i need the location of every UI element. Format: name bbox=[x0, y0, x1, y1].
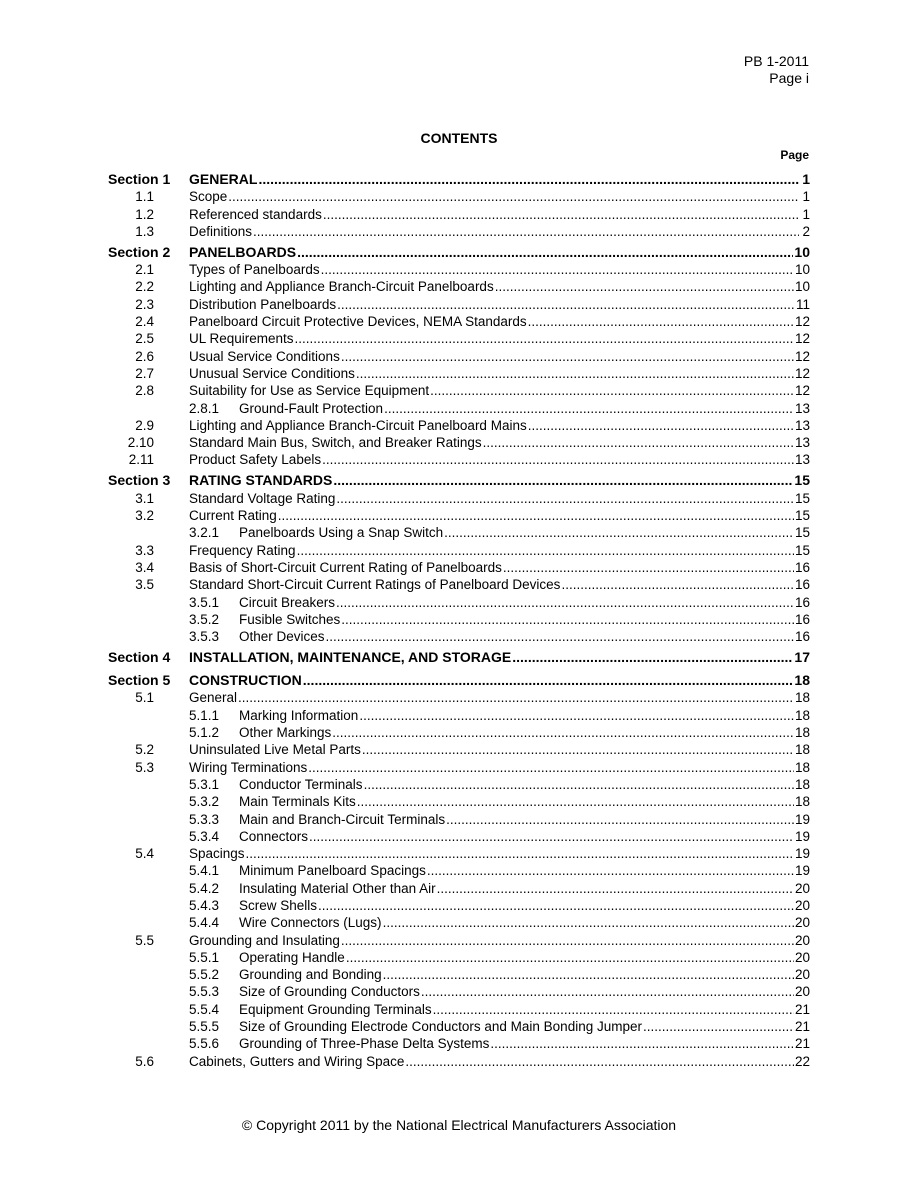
toc-entry[interactable] bbox=[108, 775, 810, 792]
toc-entry-number: 2.8 bbox=[135, 383, 154, 399]
toc-entry-title: Standard Short-Circuit Current Ratings of Panelboard Devices bbox=[189, 577, 561, 593]
toc-entry-number: 5.3.1 bbox=[189, 776, 220, 792]
toc-entry-number: 3.5.3 bbox=[189, 629, 220, 645]
dot-leader bbox=[321, 262, 794, 277]
toc-entry-title: Uninsulated Live Metal Parts bbox=[189, 742, 361, 758]
toc-entry-page: 20 bbox=[794, 932, 810, 948]
dot-leader bbox=[444, 525, 794, 540]
toc-entry-title: Size of Grounding Electrode Conductors and Main Bonding Jumper bbox=[239, 1019, 642, 1035]
toc-entry-page: 12 bbox=[794, 383, 810, 399]
toc-entry-number: 2.2 bbox=[135, 279, 154, 295]
toc-entry-page: 19 bbox=[794, 811, 810, 827]
dot-leader bbox=[383, 915, 794, 930]
toc-entry-page: 18 bbox=[794, 794, 810, 810]
toc-section-entry[interactable] bbox=[108, 645, 810, 665]
toc-section-entry[interactable] bbox=[108, 167, 810, 187]
dot-leader bbox=[383, 967, 794, 982]
toc-entry-number: 1.2 bbox=[135, 206, 154, 222]
toc-entry-number: 5.1.2 bbox=[189, 725, 220, 741]
toc-entry-number: 5.5.2 bbox=[189, 967, 220, 983]
toc-entry-page: 2 bbox=[802, 223, 810, 239]
toc-entry-number: 5.4.4 bbox=[189, 915, 220, 931]
toc-entry-title: Unusual Service Conditions bbox=[189, 365, 355, 381]
toc-entry-title: Equipment Grounding Terminals bbox=[239, 1001, 432, 1017]
toc-entry[interactable] bbox=[108, 364, 810, 381]
toc-entry-number: 2.9 bbox=[135, 417, 154, 433]
toc-entry[interactable] bbox=[108, 329, 810, 346]
toc-entry[interactable] bbox=[108, 540, 810, 557]
toc-entry-title: Distribution Panelboards bbox=[189, 296, 337, 312]
dot-leader bbox=[326, 629, 794, 644]
toc-entry[interactable] bbox=[108, 688, 810, 705]
dot-leader bbox=[336, 595, 794, 610]
toc-entry-page: 17 bbox=[794, 649, 810, 666]
toc-entry-title: Marking Information bbox=[239, 707, 359, 723]
toc-entry-number: 2.3 bbox=[135, 296, 154, 312]
toc-entry-title: Suitability for Use as Service Equipment bbox=[189, 383, 430, 399]
toc-section-entry[interactable] bbox=[108, 668, 810, 688]
toc-entry-page: 21 bbox=[794, 1001, 810, 1017]
toc-entry-page: 18 bbox=[794, 707, 810, 723]
toc-entry-page: 21 bbox=[794, 1019, 810, 1035]
toc-entry-number: 3.4 bbox=[135, 559, 154, 575]
toc-entry-title: Ground-Fault Protection bbox=[239, 400, 384, 416]
toc-entry[interactable] bbox=[108, 844, 810, 861]
toc-entry-page: 20 bbox=[794, 984, 810, 1000]
toc-entry[interactable] bbox=[108, 723, 810, 740]
toc-entry-page: 15 bbox=[794, 542, 810, 558]
toc-entry-title: Product Safety Labels bbox=[189, 452, 322, 468]
dot-leader bbox=[643, 1019, 794, 1034]
toc-entry[interactable] bbox=[108, 999, 810, 1016]
toc-entry[interactable] bbox=[108, 965, 810, 982]
toc-entry-number: 5.2 bbox=[135, 742, 154, 758]
copyright-footer: © Copyright 2011 by the National Electrical Manufacturers Association bbox=[241, 1117, 677, 1133]
toc-entry[interactable] bbox=[108, 523, 810, 540]
toc-entry-page: 13 bbox=[794, 452, 810, 468]
toc-entry-number: 1.3 bbox=[135, 223, 154, 239]
toc-entry-number: 2.4 bbox=[135, 314, 154, 330]
toc-entry-title: Screw Shells bbox=[239, 897, 318, 913]
toc-entry-title: Operating Handle bbox=[239, 949, 345, 965]
toc-entry[interactable] bbox=[108, 740, 810, 757]
toc-entry[interactable] bbox=[108, 575, 810, 592]
toc-entry-title: INSTALLATION, MAINTENANCE, AND STORAGE bbox=[189, 649, 512, 666]
toc-entry-number: 5.5.4 bbox=[189, 1001, 220, 1017]
toc-entry-title: Basis of Short-Circuit Current Rating of Panelboards bbox=[189, 559, 502, 575]
toc-entry-number: 3.1 bbox=[135, 490, 154, 506]
toc-entry-page: 18 bbox=[794, 776, 810, 792]
page-header bbox=[744, 53, 809, 87]
toc-entry-number: 5.1 bbox=[135, 690, 154, 706]
toc-entry-title: CONSTRUCTION bbox=[189, 672, 302, 689]
toc-entry-number: 5.4.2 bbox=[189, 880, 220, 896]
dot-leader bbox=[405, 1054, 794, 1069]
toc-entry-title: Cabinets, Gutters and Wiring Space bbox=[189, 1053, 405, 1069]
dot-leader bbox=[309, 829, 794, 844]
toc-entry-page: 1 bbox=[802, 171, 810, 187]
toc-entry-title: Connectors bbox=[239, 828, 309, 844]
toc-entry-page: 1 bbox=[802, 206, 810, 222]
toc-entry-title: Panelboards Using a Snap Switch bbox=[239, 525, 444, 541]
toc-entry-title: Circuit Breakers bbox=[239, 594, 336, 610]
dot-leader bbox=[495, 279, 794, 294]
toc-entry-page: 18 bbox=[794, 759, 810, 775]
toc-entry[interactable] bbox=[108, 827, 810, 844]
toc-entry[interactable] bbox=[108, 450, 810, 467]
toc-entry-title: Standard Voltage Rating bbox=[189, 490, 336, 506]
toc-entry[interactable] bbox=[108, 948, 810, 965]
dot-leader bbox=[483, 435, 794, 450]
toc-entry[interactable] bbox=[108, 187, 810, 204]
toc-entry[interactable] bbox=[108, 982, 810, 999]
dot-leader bbox=[303, 672, 794, 688]
toc-entry[interactable] bbox=[108, 381, 810, 398]
toc-entry-number: 5.3.4 bbox=[189, 828, 220, 844]
toc-entry-title: RATING STANDARDS bbox=[189, 472, 333, 489]
toc-entry-number: 5.4.3 bbox=[189, 897, 220, 913]
toc-entry-number: Section 5 bbox=[108, 672, 171, 689]
toc-entry-number: 5.6 bbox=[135, 1053, 154, 1069]
toc-entry-page: 12 bbox=[794, 331, 810, 347]
table-of-contents bbox=[108, 166, 810, 1069]
toc-entry-number: 5.4 bbox=[135, 846, 154, 862]
toc-entry-page: 18 bbox=[794, 725, 810, 741]
toc-entry-title: Grounding and Bonding bbox=[239, 967, 382, 983]
toc-entry[interactable] bbox=[108, 260, 810, 277]
dot-leader bbox=[364, 777, 794, 792]
toc-entry-title: Lighting and Appliance Branch-Circuit Panelboard Mains bbox=[189, 417, 527, 433]
toc-entry-title: Main and Branch-Circuit Terminals bbox=[239, 811, 446, 827]
toc-entry-title: Lighting and Appliance Branch-Circuit Panelboards bbox=[189, 279, 494, 295]
toc-entry[interactable] bbox=[108, 433, 810, 450]
dot-leader bbox=[446, 812, 794, 827]
dot-leader bbox=[346, 950, 794, 965]
toc-entry-number: 1.1 bbox=[135, 189, 154, 205]
dot-leader bbox=[228, 189, 799, 204]
toc-entry[interactable] bbox=[108, 809, 810, 826]
toc-entry[interactable] bbox=[108, 610, 810, 627]
toc-entry-number: 5.3.2 bbox=[189, 794, 220, 810]
toc-entry[interactable] bbox=[108, 592, 810, 609]
dot-leader bbox=[295, 331, 794, 346]
toc-entry[interactable] bbox=[108, 222, 810, 239]
toc-entry-number: 5.5.3 bbox=[189, 984, 220, 1000]
toc-entry-page: 20 bbox=[794, 915, 810, 931]
toc-entry-number: 2.6 bbox=[135, 348, 154, 364]
toc-entry-page: 13 bbox=[794, 435, 810, 451]
toc-entry-title: Standard Main Bus, Switch, and Breaker Ratings bbox=[189, 435, 482, 451]
toc-entry-page: 11 bbox=[795, 296, 810, 312]
toc-entry-number: 5.5 bbox=[135, 932, 154, 948]
toc-entry-page: 18 bbox=[794, 742, 810, 758]
toc-entry-page: 20 bbox=[794, 880, 810, 896]
toc-entry-page: 10 bbox=[794, 243, 810, 260]
toc-entry-title: Grounding of Three-Phase Delta Systems bbox=[239, 1036, 490, 1052]
toc-entry-page: 20 bbox=[794, 897, 810, 913]
dot-leader bbox=[512, 649, 793, 665]
toc-entry[interactable] bbox=[108, 627, 810, 644]
contents-title: CONTENTS bbox=[420, 130, 498, 146]
dot-leader bbox=[357, 794, 794, 809]
toc-entry-page: 19 bbox=[794, 828, 810, 844]
document-id: PB 1-2011 bbox=[743, 53, 809, 69]
toc-entry-number: 3.3 bbox=[135, 542, 154, 558]
toc-entry-page: 15 bbox=[794, 490, 810, 506]
dot-leader bbox=[341, 612, 794, 627]
toc-entry[interactable] bbox=[108, 277, 810, 294]
toc-entry-page: 20 bbox=[794, 967, 810, 983]
toc-entry-page: 10 bbox=[794, 279, 810, 295]
toc-entry-title: Grounding and Insulating bbox=[189, 932, 340, 948]
dot-leader bbox=[318, 898, 794, 913]
dot-leader bbox=[333, 472, 793, 488]
dot-leader bbox=[503, 560, 794, 575]
toc-entry-page: 21 bbox=[794, 1036, 810, 1052]
dot-leader bbox=[308, 760, 794, 775]
toc-entry-page: 1 bbox=[802, 189, 810, 205]
toc-entry-page: 15 bbox=[794, 472, 810, 489]
toc-entry-number: 2.8.1 bbox=[189, 400, 220, 416]
toc-entry[interactable] bbox=[108, 488, 810, 505]
toc-entry[interactable] bbox=[108, 861, 810, 878]
dot-leader bbox=[297, 244, 793, 260]
dot-leader bbox=[561, 577, 794, 592]
toc-entry[interactable] bbox=[108, 506, 810, 523]
dot-leader bbox=[490, 1036, 794, 1051]
toc-entry[interactable] bbox=[108, 930, 810, 947]
toc-entry-title: Panelboard Circuit Protective Devices, NEMA Standards bbox=[189, 314, 527, 330]
toc-entry-number: Section 2 bbox=[108, 243, 171, 260]
toc-entry[interactable] bbox=[108, 705, 810, 722]
toc-entry-page: 10 bbox=[794, 262, 810, 278]
toc-entry-page: 16 bbox=[794, 629, 810, 645]
toc-entry-number: 5.3 bbox=[135, 759, 154, 775]
toc-entry[interactable] bbox=[108, 896, 810, 913]
toc-entry-title: Main Terminals Kits bbox=[239, 794, 356, 810]
toc-entry-number: 5.5.5 bbox=[189, 1019, 220, 1035]
toc-entry-page: 18 bbox=[794, 672, 810, 689]
toc-entry-number: 3.2.1 bbox=[189, 525, 220, 541]
page-column-label: Page bbox=[780, 148, 809, 162]
dot-leader bbox=[341, 349, 794, 364]
dot-leader bbox=[322, 452, 794, 467]
dot-leader bbox=[337, 297, 795, 312]
toc-entry-title: UL Requirements bbox=[189, 331, 294, 347]
dot-leader bbox=[246, 846, 794, 861]
toc-entry-page: 16 bbox=[794, 611, 810, 627]
toc-entry-page: 16 bbox=[794, 594, 810, 610]
dot-leader bbox=[238, 690, 794, 705]
dot-leader bbox=[528, 418, 794, 433]
toc-entry[interactable] bbox=[108, 416, 810, 433]
toc-entry-title: Insulating Material Other than Air bbox=[239, 880, 436, 896]
toc-entry-page: 12 bbox=[794, 314, 810, 330]
toc-entry-number: Section 4 bbox=[108, 649, 171, 666]
toc-entry-page: 19 bbox=[794, 846, 810, 862]
toc-entry-number: 3.2 bbox=[135, 508, 154, 524]
toc-entry-page: 19 bbox=[794, 863, 810, 879]
toc-entry-number: 2.11 bbox=[128, 452, 154, 468]
toc-entry-title: Frequency Rating bbox=[189, 542, 296, 558]
toc-entry-title: Other Devices bbox=[239, 629, 325, 645]
toc-entry-page: 12 bbox=[794, 348, 810, 364]
toc-entry-number: 2.1 bbox=[135, 262, 154, 278]
dot-leader bbox=[297, 543, 794, 558]
dot-leader bbox=[433, 1002, 794, 1017]
toc-section-entry[interactable] bbox=[108, 240, 810, 260]
toc-entry[interactable] bbox=[108, 346, 810, 363]
dot-leader bbox=[356, 366, 794, 381]
toc-entry-title: PANELBOARDS bbox=[189, 243, 297, 260]
toc-entry-number: 5.4.1 bbox=[189, 863, 220, 879]
dot-leader bbox=[258, 171, 799, 187]
toc-entry-page: 13 bbox=[794, 400, 810, 416]
dot-leader bbox=[427, 863, 794, 878]
toc-entry-number: 3.5 bbox=[135, 577, 154, 593]
toc-entry-title: Size of Grounding Conductors bbox=[239, 984, 420, 1000]
dot-leader bbox=[341, 933, 794, 948]
toc-entry[interactable] bbox=[108, 792, 810, 809]
toc-entry-title: Conductor Terminals bbox=[239, 776, 363, 792]
dot-leader bbox=[384, 401, 794, 416]
toc-entry[interactable] bbox=[108, 204, 810, 221]
toc-entry-title: Other Markings bbox=[239, 725, 332, 741]
toc-entry-page: 22 bbox=[794, 1053, 810, 1069]
toc-entry-number: 5.3.3 bbox=[189, 811, 220, 827]
dot-leader bbox=[253, 224, 799, 239]
dot-leader bbox=[421, 984, 794, 999]
toc-entry-title: Minimum Panelboard Spacings bbox=[239, 863, 426, 879]
toc-entry-title: Types of Panelboards bbox=[189, 262, 320, 278]
toc-entry-page: 18 bbox=[794, 690, 810, 706]
toc-entry-page: 12 bbox=[794, 365, 810, 381]
toc-entry-title: Definitions bbox=[189, 223, 253, 239]
dot-leader bbox=[323, 207, 799, 222]
dot-leader bbox=[336, 491, 794, 506]
toc-entry-title: Fusible Switches bbox=[239, 611, 341, 627]
toc-entry-number: 3.5.1 bbox=[189, 594, 220, 610]
toc-entry[interactable] bbox=[108, 312, 810, 329]
toc-entry-title: Current Rating bbox=[189, 508, 277, 524]
toc-entry-page: 20 bbox=[794, 949, 810, 965]
toc-entry-number: Section 3 bbox=[108, 472, 171, 489]
toc-entry-number: 5.5.1 bbox=[189, 949, 220, 965]
toc-entry-page: 15 bbox=[794, 508, 810, 524]
toc-section-entry[interactable] bbox=[108, 468, 810, 488]
toc-entry-page: 15 bbox=[794, 525, 810, 541]
toc-entry-title: Spacings bbox=[189, 846, 245, 862]
dot-leader bbox=[437, 881, 794, 896]
toc-entry[interactable] bbox=[108, 1017, 810, 1034]
toc-entry[interactable] bbox=[108, 757, 810, 774]
dot-leader bbox=[528, 314, 794, 329]
toc-entry-title: Scope bbox=[189, 189, 228, 205]
toc-entry-number: 5.5.6 bbox=[189, 1036, 220, 1052]
page-number: Page i bbox=[769, 70, 809, 86]
toc-entry-number: 3.5.2 bbox=[189, 611, 220, 627]
toc-entry-number: 2.7 bbox=[135, 365, 154, 381]
toc-entry[interactable] bbox=[108, 1051, 810, 1068]
toc-entry-title: General bbox=[189, 690, 238, 706]
toc-entry[interactable] bbox=[108, 558, 810, 575]
toc-entry-title: Usual Service Conditions bbox=[189, 348, 340, 364]
toc-entry-title: GENERAL bbox=[189, 171, 258, 187]
toc-entry[interactable] bbox=[108, 1034, 810, 1051]
toc-entry-page: 16 bbox=[794, 577, 810, 593]
toc-entry-number: 2.10 bbox=[127, 435, 154, 451]
toc-entry[interactable] bbox=[108, 294, 810, 311]
toc-entry-number: 2.5 bbox=[135, 331, 154, 347]
toc-entry[interactable] bbox=[108, 913, 810, 930]
dot-leader bbox=[359, 708, 794, 723]
dot-leader bbox=[430, 383, 794, 398]
dot-leader bbox=[332, 725, 794, 740]
toc-entry-page: 16 bbox=[794, 559, 810, 575]
toc-entry-title: Wiring Terminations bbox=[189, 759, 308, 775]
toc-entry-title: Referenced standards bbox=[189, 206, 322, 222]
toc-entry-page: 13 bbox=[794, 417, 810, 433]
toc-entry-number: 5.1.1 bbox=[189, 707, 220, 723]
dot-leader bbox=[278, 508, 794, 523]
dot-leader bbox=[362, 742, 794, 757]
toc-entry[interactable] bbox=[108, 398, 810, 415]
toc-entry-number: Section 1 bbox=[108, 171, 171, 187]
toc-entry[interactable] bbox=[108, 878, 810, 895]
toc-entry-title: Wire Connectors (Lugs) bbox=[239, 915, 382, 931]
